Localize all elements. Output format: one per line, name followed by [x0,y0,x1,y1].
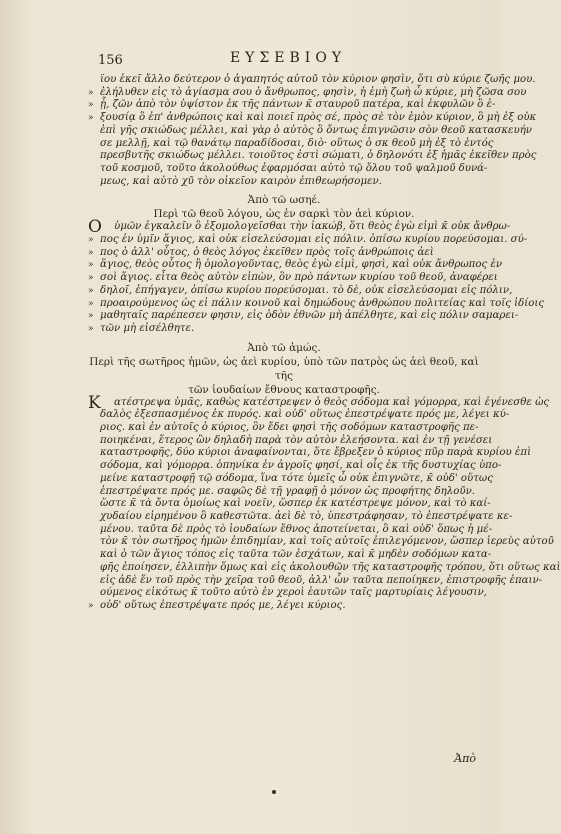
text-line [88,510,513,524]
line-text: ἐλήλυθεν εἰς τὸ ἁγίασμα σου ὁ ἄνθρωπος, φησὶν, ἡ ἐμὴ ζωὴ ὦ κύριε, μὴ ζῶσα σου [100,86,527,98]
line-text: χυδαίου εἰρημένου ὃ καθεστῶτα. ἀεὶ δὲ τὸ, ὑπεστράφησαν, τὸ ἐπεστρέψατε κε- [100,510,513,522]
quote-mark: » [88,247,94,258]
text-line [88,600,480,613]
line-text: οὐδ' οὕτως ἐπεστρέψατε πρός με, λέγει κύριος. [100,599,346,611]
line-text: δαλὸς ἐξεσπασμένος ἐκ πυρός. καὶ οὐδ' οὕτως ἐπεστρέψατε πρός με, λέγει κύ- [100,409,510,421]
line-text: τῶν μὴ εἰσέλθητε. [100,322,195,334]
line-text: φῆς ἐποίησεν, ἐλλιπὴν ὅμως καὶ εἰς ἀκολουθῶν τῆς καταστροφῆς τρόπου, ὅτι οὕτως καὶ [100,561,561,573]
text-line [88,549,492,562]
quote-mark: » [88,87,94,98]
text-line [88,409,510,422]
line-text: προαιρούμενος ὡς εἰ πάλιν κοινοῦ καὶ δημώδους ἀνθρώπου πολιτείας καὶ τοῖς ἰδίοις [100,297,545,309]
quote-mark: » [88,273,94,284]
line-text: ἅγιος, θεὸς οὗτος ἢ ὁμολογοῦντας, θεὸς ἐγὼ εἰμὶ, φησὶ, καὶ οὐκ ἄνθρωπος ἐν [100,259,503,271]
line-text: σόδομα, καὶ γόμορρα. ὁπηνίκα ἐν ἀγροῖς φησί, καὶ οἷς ἐκ τῆς δυστυχίας ὑπο- [100,460,502,472]
line-text: ατέστρεψα ὑμᾶς, καθὼς κατέστρεψεν ὁ θεὸς σόδομα καὶ γόμορρα, καὶ ἐγένεσθε ὡς [114,396,550,408]
line-text: μαθηταῖς παρέπεσεν φησιν, εἰς ὁδὸν ἐθνῶν μὴ ἀπέλθητε, καὶ εἰς πόλιν σαμαρει- [100,310,519,322]
line-text: καταστροφῆς, δύο κύριοι ἀναφαίνονται, ὅτε ἔβρεξεν ὁ κύριος πῦρ παρὰ κυρίου ἐπὶ [100,447,532,459]
line-text: ριος. καὶ ἐν αὐτοῖς ὁ κύριος, ὃν ἔδει φησὶ τῆς σοδόμων καταστροφῆς πε- [100,422,479,434]
text-line [88,498,491,511]
drop-capital: Ο [88,217,102,238]
line-text: πος ὁ ἀλλ' οὗτος, ὁ θεὸς λόγος ἐκεῖθεν πρὸς τοῖς ἀνθρώποις ἀεὶ [100,246,434,258]
text-line [88,574,543,588]
line-text: πρεσβυτῆς σκιώδως μέλλει. τοιοῦτος ἐστὶ σώματι, ὁ δηλονότι ἐξ ἡμᾶς ἐκεῖθεν πρὸς [100,150,537,162]
line-text: ξουσίᾳ ὃ ἐπ' ἀνθρώποις καὶ καὶ ποιεῖ πρὸς σέ, πρὸς σὲ τὸν ἐμὸν κύριον, ὃ μὴ ἐξ οὐκ [100,112,537,124]
text-line [88,137,494,151]
line-text: ὑμῶν ἐγκαλεῖν ὃ ἐξομολογεῖσθαι τὴν ἰακώβ, ὅτι θεὸς ἐγὼ εἰμὶ κ̄ οὐκ ἄνθρω- [114,221,511,233]
line-text: καὶ ὁ τῶν ἅγιος τόπος εἰς ταῦτα τῶν ἐσχάτων, καὶ κ̄ μηδὲν σοδόμων κατα- [100,549,492,561]
line-text: τοῦ κοσμοῦ, τοῦτο ἀκολούθως ἐφαρμόσαι αὐτὸ τῷ ὅλου τοῦ ψαλμοῦ δυνά- [100,162,488,174]
text-line [88,284,513,298]
text-line [88,162,488,176]
text-line [88,587,487,600]
text-line [88,112,537,125]
running-head: ΕΥΣΕΒΙΟΥ [229,50,347,66]
quote-mark: » [88,285,94,296]
line-text: ἐπὶ γῆς σκιώδως μέλλει, καὶ γὰρ ὁ αὐτὸς ὃ ὄντως ἐπιγνῶσιν σὸν θεοῦ κατασκευήν [100,124,532,136]
quote-mark: » [88,235,94,246]
page-ornament [272,790,276,794]
line-text: ὥστε κ̄ τὰ ὄντα ὁμοίως καὶ νοεῖν, ὥσπερ ἐκ κατέστρεψε μόνον, καὶ τὸ καί- [100,498,491,510]
section-subheading: Περὶ τῆς σωτῆρος ἡμῶν, ὡς ἀεὶ κυρίου, ὑπὸ τῶν πατρὸς ὡς ἀεὶ θεοῦ, καὶ τῆς [89,355,479,382]
page-header [98,50,478,72]
quote-mark: » [88,600,94,611]
text-line [88,422,480,435]
line-text: εἰς ἀδὲ ἕν τοῦ πρὸς τὴν χεῖρα τοῦ θεοῦ, ἀλλ' ὧν ταῦτα πεποίηκεν, ἐπιστροφῆς ἐπαιν- [100,574,543,586]
text-line [88,486,480,499]
line-text: ποιηκέναι, ἕτερος ὢν δηλαδὴ παρὰ τὸν αὐτὸν ἐλεήσοντα. καὶ ἐν τῇ γενέσει [100,434,493,446]
text-line [88,150,537,163]
text-line [88,86,527,100]
quote-mark: » [88,260,94,271]
text-line [88,247,480,260]
text-line [88,523,493,537]
body-text [88,74,561,613]
line-text: δηλοῖ, ἐπήγαγεν, ὀπίσω κυρίου πορεύσομαι. τὸ δὲ, οὐκ εἰσελεύσομαι εἰς πόλιν, [100,284,513,296]
quote-mark: » [88,113,94,124]
line-text: ἐπεστρέψατε πρός με. σαφῶς δὲ τῇ γραφῇ ὁ μόνον ὡς προφήτης δηλοῦν. [100,485,476,497]
section-heading: Ἀπὸ τῶ ωσηέ. [247,194,321,207]
quote-mark: » [88,323,94,334]
line-text: ϊου ἐκεῖ ἄλλο δεύτερον ὁ ἀγαπητός αὐτοῦ τὸν κύριον φησὶν, ὅτι σὺ κύριε ζωῆς μου. [100,74,536,85]
text-line [88,561,561,575]
line-text: μένου. ταῦτα δὲ πρὸς τὸ ἰουδαίων ἔθνος ἀποτείνεται, ὃ καὶ οὐδ' ὅπως ἡ μέ- [100,523,493,535]
text-line [88,234,528,247]
line-text: μεως, καὶ αὐτὸ χῦ τὸν οἰκεῖον καιρὸν ἐπιθεωρήσομεν. [100,175,382,187]
text-line [88,392,550,413]
section-heading: Ἀπὸ τῶ ἀμώς. [247,341,321,354]
section-subheading: Περὶ τῶ θεοῦ λόγου, ὡς ἐν σαρκὶ τὸν ἀεὶ κύριον. [153,208,415,221]
text-line [88,434,493,448]
section-subheading: τῶν ἰουδαίων ἔθνους καταστροφῆς. [188,383,380,396]
text-line [88,124,532,138]
page-number: 156 [98,53,123,68]
line-text: σοὶ ἅγιος. εἶτα θεὸς αὐτὸν εἰπὼν, ὃν πρὸ πάντων κυρίου τοῦ θεοῦ, ἀναφέρει [100,272,498,284]
text-line [88,297,545,311]
line-text: σε μελλῇ, καὶ τῷ θανάτῳ παραδίδοσαι, διὸ· οὕτως ὁ σκ θεοῦ μὴ ἐξ τὸ ἐντός [100,137,494,149]
text-line [88,447,532,460]
quote-mark: » [88,298,94,309]
text-line [88,272,498,285]
line-text: τὸν κ̄ τὸν σωτῆρος ἡμῶν ἐπιδημίαν, καὶ τοῖς αὐτοῖς ἐπιλεγόμενον, ὥσπερ ἱερεὺς αὐτοῦ [100,536,554,548]
text-line [88,323,480,336]
text-line [88,310,519,323]
drop-capital: Κ [88,392,101,413]
text-line [88,74,536,87]
quote-mark: » [88,311,94,322]
catchword: Ἀπὸ [454,752,476,765]
text-line [88,99,496,112]
line-text: μείνε καταστροφῇ τῷ σόδομα, ἵνα τότε ὑμεῖς ὦ οὐκ ἐπιγνῶτε, κ̄ οὐδ' οὕτως [100,472,493,484]
text-line [88,259,503,272]
text-line [88,536,554,549]
text-line [88,176,480,189]
text-line [88,460,502,473]
text-line [88,217,511,238]
line-text: ούμενος εἰκότως κ̄ τοῦτο αὐτὸ ἐν χεροὶ ἑαυτῶν ταῖς μαρτυρίαις λέγουσιν, [100,587,487,599]
line-text: πος ἐν ὑμῖν ἅγιος, καὶ οὐκ εἰσελεύσομαι εἰς πόλιν. ὀπίσω κυρίου πορεύσομαι. σύ- [100,234,528,246]
quote-mark: » [88,100,94,111]
line-text: ᾖ, ζῶν ἀπὸ τὸν ὑψίστον ἐκ τῆς πάντων κ̄ σταυροῦ πατέρα, καὶ ἐκφυλῶν ὃ ἐ- [100,99,496,111]
text-line [88,472,493,486]
